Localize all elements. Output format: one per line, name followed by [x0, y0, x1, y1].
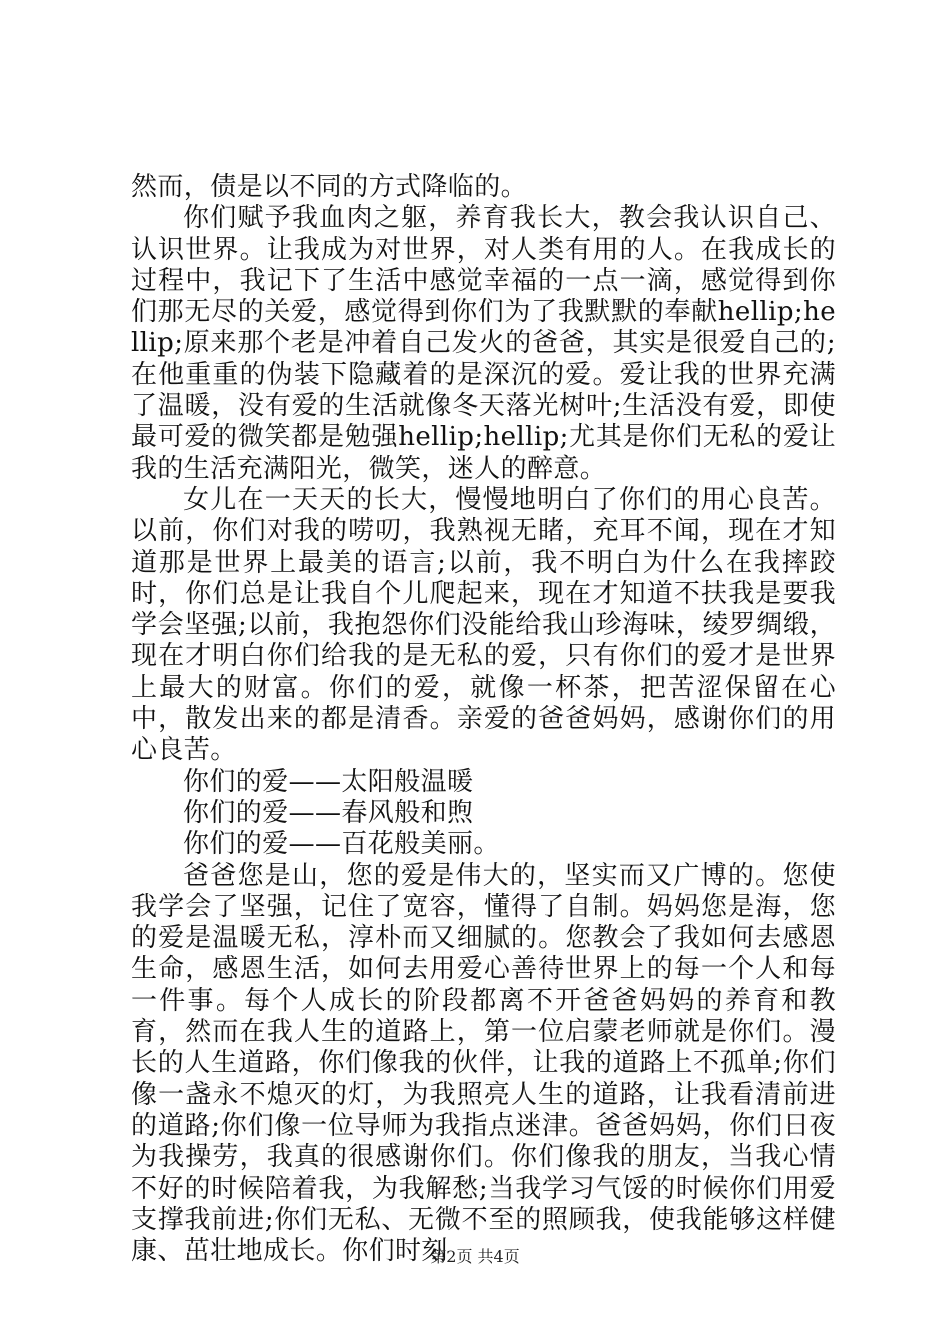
- paragraph-3: 女儿在一天天的长大，慢慢地明白了你们的用心良苦。以前，你们对我的唠叨，我熟视无睹，充耳不闻，现在才知道那是世界上最美的语言;以前，我不明白为什么在我摔跤时，你们总是让我自个儿爬起来，现在才知道不扶我是要我学会坚强;以前，我抱怨你们没能给我山珍海味，绫罗绸缎，现在才明白你们给我的是无私的爱，只有你们的爱才是世界上最大的财富。你们的爱，就像一杯茶，把苦涩保留在心中，散发出来的都是清香。亲爱的爸爸妈妈，感谢你们的用心良苦。: [131, 484, 836, 766]
- paragraph-7: 爸爸您是山，您的爱是伟大的，坚实而又广博的。您使我学会了坚强，记住了宽容，懂得了自制。妈妈您是海，您的爱是温暖无私，淳朴而又细腻的。您教会了我如何去感恩生命，感恩生活，如何去用爱心善待世界上的每一个人和每一件事。每个人成长的阶段都离不开爸爸妈妈的养育和教育，然而在我人生的道路上，第一位启蒙老师就是你们。漫长的人生道路，你们像我的伙伴，让我的道路上不孤单;你们像一盏永不熄灭的灯，为我照亮人生的道路，让我看清前进的道路;你们像一位导师为我指点迷津。爸爸妈妈，你们日夜为我操劳，我真的很感谢你们。你们像我的朋友，当我心情不好的时候陪着我，为我解愁;当我学习气馁的时候你们用爱支撑我前进;你们无私、无微不至的照顾我，使我能够这样健康、茁壮地成长。你们时刻: [131, 860, 836, 1267]
- paragraph-5: 你们的爱——春风般和煦: [183, 797, 474, 828]
- paragraph-1: 然而，债是以不同的方式降临的。: [131, 172, 528, 202]
- page-footer: 第2页 共4页: [430, 1247, 520, 1266]
- paragraph-2: 你们赋予我血肉之躯，养育我长大，教会我认识自己、认识世界。让我成为对世界，对人类有用的人。在我成长的过程中，我记下了生活中感觉幸福的一点一滴，感觉得到你们那无尽的关爱，感觉得到你们为了我默默的奉献hellip;hellip;原来那个老是冲着自己发火的爸爸，其实是很爱自己的;在他重重的伪装下隐藏着的是深沉的爱。爱让我的世界充满了温暖，没有爱的生活就像冬天落光树叶;生活没有爱，即使最可爱的微笑都是勉强hellip;hellip;尤其是你们无私的爱让我的生活充满阳光，微笑，迷人的醉意。: [131, 203, 836, 484]
- document-body: [131, 172, 836, 1267]
- paragraph-4: 你们的爱——太阳般温暖: [183, 766, 474, 797]
- paragraph-6: 你们的爱——百花般美丽。: [183, 829, 500, 860]
